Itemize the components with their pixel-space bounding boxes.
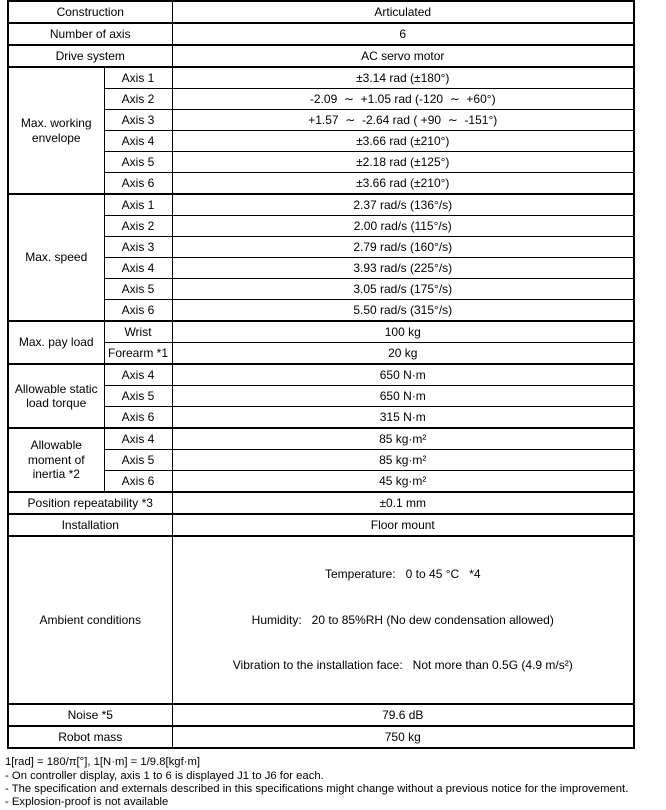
row-label-position-repeatability: Position repeatability *3 <box>8 492 172 514</box>
category-max-working-envelope: Max. working envelope <box>8 67 104 194</box>
row-value-payload-forearm: 20 kg <box>172 343 634 365</box>
category-moment-of-inertia: Allowable moment of inertia *2 <box>8 428 104 492</box>
footnote-controller-display: - On controller display, axis 1 to 6 is displayed J1 to J6 for each. <box>5 769 324 782</box>
sub-label-axis: Axis 5 <box>104 152 172 173</box>
table-row-inertia-axis4 <box>8 428 634 450</box>
row-value-speed-axis4: 3.93 rad/s (225°/s) <box>172 258 634 279</box>
table-row-envelope-axis1 <box>8 67 634 89</box>
row-value-inertia-axis5: 85 kg·m² <box>172 450 634 471</box>
category-max-pay-load: Max. pay load <box>8 321 104 364</box>
row-value-noise: 79.6 dB <box>172 704 634 726</box>
row-value-torque-axis4: 650 N·m <box>172 364 634 386</box>
category-max-speed: Max. speed <box>8 194 104 321</box>
row-value-position-repeatability: ±0.1 mm <box>172 492 634 514</box>
row-label-drive-system: Drive system <box>8 45 172 67</box>
row-value-torque-axis5: 650 N·m <box>172 386 634 407</box>
ambient-humidity-line: Humidity: 20 to 85%RH (No dew condensation allowed) <box>251 612 554 627</box>
footnote-explosion-proof: - Explosion-proof is not available <box>5 796 169 809</box>
row-value-construction: Articulated <box>172 1 634 23</box>
row-label-construction: Construction <box>8 1 172 23</box>
table-row-number-of-axis <box>8 23 634 45</box>
ambient-temperature-line: Temperature: 0 to 45 °C *4 <box>324 566 481 581</box>
row-value-envelope-axis3: +1.57 ∼ -2.64 rad ( +90 ∼ -151°) <box>172 110 634 131</box>
table-row-construction <box>8 1 634 23</box>
row-value-installation: Floor mount <box>172 514 634 536</box>
footnote-unit-conversion: 1[rad] = 180/π[°], 1[N·m] = 1/9.8[kgf·m] <box>5 756 201 769</box>
table-row-torque-axis4 <box>8 364 634 386</box>
sub-label-axis: Axis 5 <box>104 386 172 407</box>
row-label-ambient-conditions: Ambient conditions <box>8 536 172 704</box>
table-row-speed-axis1 <box>8 194 634 216</box>
sub-label-axis: Axis 4 <box>104 364 172 386</box>
row-value-envelope-axis4: ±3.66 rad (±210°) <box>172 131 634 152</box>
footnote-spec-change: - The specification and externals described in this specifications might change without a previous notice for the improvement. <box>5 782 629 795</box>
sub-label-axis: Axis 6 <box>104 407 172 429</box>
row-label-installation: Installation <box>8 514 172 536</box>
table-row-position-repeatability <box>8 492 634 514</box>
sub-label-axis: Axis 1 <box>104 194 172 216</box>
sub-label-axis: Axis 4 <box>104 131 172 152</box>
table-row-robot-mass <box>8 726 634 748</box>
row-value-speed-axis2: 2.00 rad/s (115°/s) <box>172 216 634 237</box>
sub-label-axis: Axis 2 <box>104 216 172 237</box>
table-row-ambient-conditions <box>8 536 634 704</box>
sub-label-axis: Axis 3 <box>104 237 172 258</box>
row-value-speed-axis6: 5.50 rad/s (315°/s) <box>172 300 634 322</box>
category-static-load-torque: Allowable static load torque <box>8 364 104 428</box>
row-value-envelope-axis5: ±2.18 rad (±125°) <box>172 152 634 173</box>
row-value-drive-system: AC servo motor <box>172 45 634 67</box>
sub-label-axis: Axis 5 <box>104 279 172 300</box>
sub-label-axis: Axis 5 <box>104 450 172 471</box>
row-value-speed-axis1: 2.37 rad/s (136°/s) <box>172 194 634 216</box>
sub-label-axis: Axis 6 <box>104 300 172 322</box>
row-value-torque-axis6: 315 N·m <box>172 407 634 429</box>
row-value-envelope-axis1: ±3.14 rad (±180°) <box>172 67 634 89</box>
table-row-installation <box>8 514 634 536</box>
robot-spec-table <box>7 0 635 749</box>
table-row-payload-wrist <box>8 321 634 343</box>
sub-label-wrist: Wrist <box>104 321 172 343</box>
sub-label-axis: Axis 6 <box>104 471 172 493</box>
row-value-speed-axis5: 3.05 rad/s (175°/s) <box>172 279 634 300</box>
sub-label-axis: Axis 6 <box>104 173 172 195</box>
row-value-number-of-axis: 6 <box>172 23 634 45</box>
row-value-inertia-axis6: 45 kg·m² <box>172 471 634 493</box>
row-value-speed-axis3: 2.79 rad/s (160°/s) <box>172 237 634 258</box>
row-value-envelope-axis2: -2.09 ∼ +1.05 rad (-120 ∼ +60°) <box>172 89 634 110</box>
row-value-envelope-axis6: ±3.66 rad (±210°) <box>172 173 634 195</box>
table-row-drive-system <box>8 45 634 67</box>
row-label-number-of-axis: Number of axis <box>8 23 172 45</box>
row-label-noise: Noise *5 <box>8 704 172 726</box>
row-value-robot-mass: 750 kg <box>172 726 634 748</box>
sub-label-axis: Axis 1 <box>104 67 172 89</box>
sub-label-axis: Axis 2 <box>104 89 172 110</box>
table-row-noise <box>8 704 634 726</box>
row-value-ambient-conditions <box>172 536 634 704</box>
row-value-payload-wrist: 100 kg <box>172 321 634 343</box>
sub-label-axis: Axis 4 <box>104 428 172 450</box>
sub-label-axis: Axis 4 <box>104 258 172 279</box>
footnotes <box>5 756 666 810</box>
ambient-vibration-line: Vibration to the installation face: Not more than 0.5G (4.9 m/s²) <box>232 658 573 673</box>
sub-label-axis: Axis 3 <box>104 110 172 131</box>
sub-label-forearm: Forearm *1 <box>104 343 172 365</box>
row-label-robot-mass: Robot mass <box>8 726 172 748</box>
row-value-inertia-axis4: 85 kg·m² <box>172 428 634 450</box>
